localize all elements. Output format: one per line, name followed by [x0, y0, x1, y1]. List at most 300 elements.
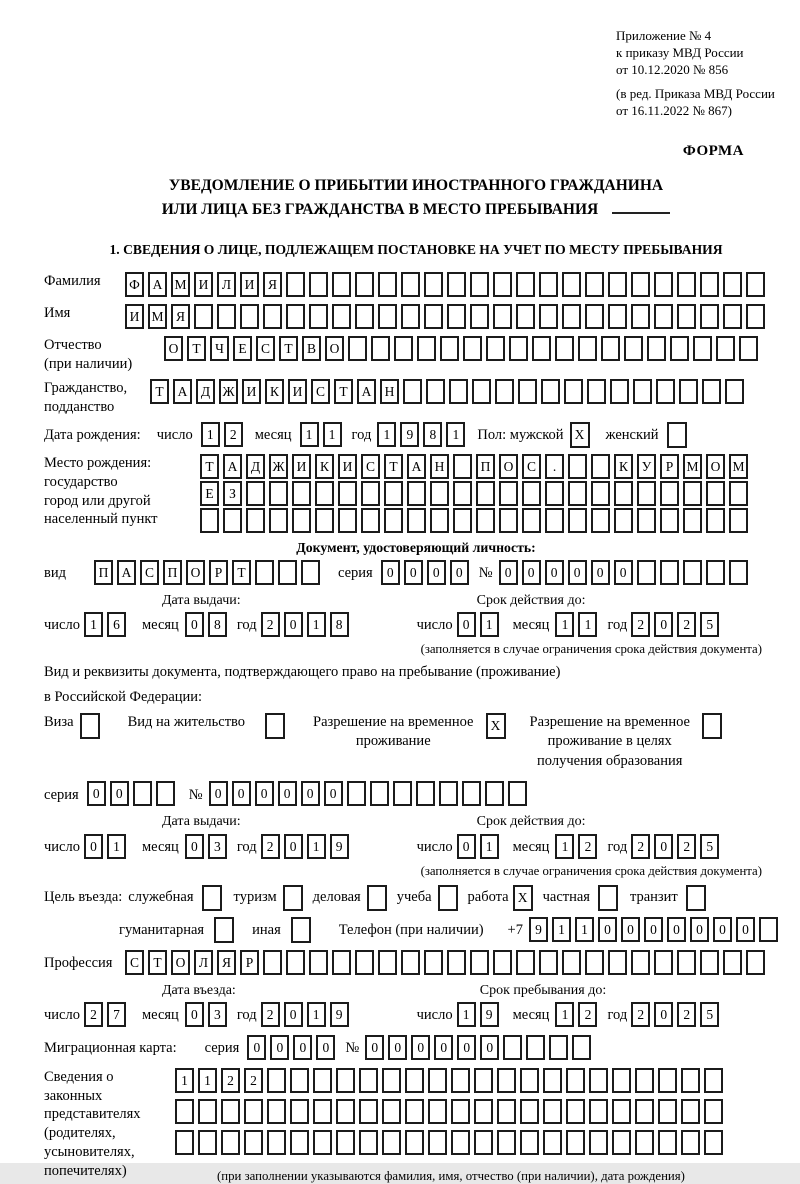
migration-number-cell[interactable]: 0: [434, 1035, 453, 1060]
given-name-cell[interactable]: [263, 304, 282, 329]
citizenship-cell[interactable]: С: [311, 379, 330, 404]
birthplace-row1-cell[interactable]: О: [706, 454, 725, 479]
birthplace-row2-cell[interactable]: [683, 481, 702, 506]
given-name-cell[interactable]: [516, 304, 535, 329]
birth-day-cell[interactable]: 1: [201, 422, 220, 447]
representatives-row2-cell[interactable]: [658, 1099, 677, 1124]
representatives-row2-cell[interactable]: [474, 1099, 493, 1124]
profession-cell[interactable]: С: [125, 950, 144, 975]
surname-cell[interactable]: [631, 272, 650, 297]
profession-cell[interactable]: [263, 950, 282, 975]
birthplace-row2-cell[interactable]: [407, 481, 426, 506]
citizenship-cell[interactable]: [495, 379, 514, 404]
birthplace-row2-cell[interactable]: [361, 481, 380, 506]
birthplace-row2-cell[interactable]: [315, 481, 334, 506]
doc-type-cell[interactable]: О: [186, 560, 205, 585]
birthplace-row1-cell[interactable]: П: [476, 454, 495, 479]
given-name-cell[interactable]: И: [125, 304, 144, 329]
doc-type-cell[interactable]: [278, 560, 297, 585]
representatives-row1-cell[interactable]: 2: [244, 1068, 263, 1093]
migration-series-cell[interactable]: 0: [247, 1035, 266, 1060]
sex-male-checkbox[interactable]: X: [570, 422, 590, 448]
birthplace-row2-cell[interactable]: [246, 481, 265, 506]
given-name-cell[interactable]: [608, 304, 627, 329]
citizenship-cell[interactable]: [449, 379, 468, 404]
given-name-cell[interactable]: [355, 304, 374, 329]
doc-number-cell[interactable]: 0: [545, 560, 564, 585]
representatives-row1-cell[interactable]: [313, 1068, 332, 1093]
birthplace-row2-cell[interactable]: [660, 481, 679, 506]
birthplace-row3-cell[interactable]: [200, 508, 219, 533]
doc-type-cell[interactable]: С: [140, 560, 159, 585]
surname-cell[interactable]: [539, 272, 558, 297]
given-name-cell[interactable]: Я: [171, 304, 190, 329]
permit-series-cell[interactable]: 0: [87, 781, 106, 806]
citizenship-cell[interactable]: И: [288, 379, 307, 404]
migration-series-cell[interactable]: 0: [270, 1035, 289, 1060]
entry-month-cell[interactable]: 3: [208, 1002, 227, 1027]
stay-year-cell[interactable]: 2: [631, 1002, 650, 1027]
birth-month-cell[interactable]: 1: [323, 422, 342, 447]
representatives-row3-cell[interactable]: [589, 1130, 608, 1155]
profession-cell[interactable]: [286, 950, 305, 975]
representatives-row1-cell[interactable]: [474, 1068, 493, 1093]
citizenship-cell[interactable]: [426, 379, 445, 404]
birthplace-row3-cell[interactable]: [407, 508, 426, 533]
patronymic-cell[interactable]: [555, 336, 574, 361]
migration-number-cell[interactable]: [549, 1035, 568, 1060]
citizenship-cell[interactable]: [633, 379, 652, 404]
birth-year-cell[interactable]: 1: [446, 422, 465, 447]
citizenship-cell[interactable]: [564, 379, 583, 404]
birthplace-row3-cell[interactable]: [660, 508, 679, 533]
permit-series-cell[interactable]: 0: [110, 781, 129, 806]
representatives-row1-cell[interactable]: [359, 1068, 378, 1093]
birth-day-cell[interactable]: 2: [224, 422, 243, 447]
surname-cell[interactable]: [401, 272, 420, 297]
surname-cell[interactable]: [309, 272, 328, 297]
birthplace-row3-cell[interactable]: [246, 508, 265, 533]
surname-cell[interactable]: [677, 272, 696, 297]
permit-valid-year-cell[interactable]: 2: [677, 834, 696, 859]
doc-number-cell[interactable]: [729, 560, 748, 585]
doc-series-cell[interactable]: 0: [404, 560, 423, 585]
purpose-other-checkbox[interactable]: [291, 917, 311, 943]
representatives-row2-cell[interactable]: [520, 1099, 539, 1124]
doc-number-cell[interactable]: [683, 560, 702, 585]
birthplace-row3-cell[interactable]: [568, 508, 587, 533]
profession-cell[interactable]: [677, 950, 696, 975]
doc-issue-year-cell[interactable]: 2: [261, 612, 280, 637]
representatives-row2-cell[interactable]: [359, 1099, 378, 1124]
representatives-row3-cell[interactable]: [681, 1130, 700, 1155]
birthplace-row1-cell[interactable]: А: [407, 454, 426, 479]
doc-number-cell[interactable]: [637, 560, 656, 585]
citizenship-cell[interactable]: [403, 379, 422, 404]
phone-number-cell[interactable]: 0: [690, 917, 709, 942]
representatives-row3-cell[interactable]: [704, 1130, 723, 1155]
surname-cell[interactable]: [493, 272, 512, 297]
profession-cell[interactable]: [493, 950, 512, 975]
surname-cell[interactable]: Ф: [125, 272, 144, 297]
citizenship-cell[interactable]: Т: [150, 379, 169, 404]
phone-number-cell[interactable]: 9: [529, 917, 548, 942]
surname-cell[interactable]: [332, 272, 351, 297]
doc-type-cell[interactable]: Р: [209, 560, 228, 585]
stay-year-cell[interactable]: 2: [677, 1002, 696, 1027]
profession-cell[interactable]: Р: [240, 950, 259, 975]
profession-cell[interactable]: [700, 950, 719, 975]
representatives-row1-cell[interactable]: [589, 1068, 608, 1093]
permit-valid-day-cell[interactable]: 1: [480, 834, 499, 859]
stay-month-cell[interactable]: 1: [555, 1002, 574, 1027]
representatives-row3-cell[interactable]: [313, 1130, 332, 1155]
citizenship-cell[interactable]: Н: [380, 379, 399, 404]
given-name-cell[interactable]: [194, 304, 213, 329]
profession-cell[interactable]: [608, 950, 627, 975]
representatives-row2-cell[interactable]: [175, 1099, 194, 1124]
permit-valid-year-cell[interactable]: 5: [700, 834, 719, 859]
given-name-cell[interactable]: [723, 304, 742, 329]
patronymic-cell[interactable]: [440, 336, 459, 361]
phone-number-cell[interactable]: 0: [736, 917, 755, 942]
doc-number-cell[interactable]: 0: [591, 560, 610, 585]
doc-issue-year-cell[interactable]: 1: [307, 612, 326, 637]
doc-series-cell[interactable]: 0: [427, 560, 446, 585]
surname-cell[interactable]: Л: [217, 272, 236, 297]
patronymic-cell[interactable]: [716, 336, 735, 361]
representatives-row1-cell[interactable]: [704, 1068, 723, 1093]
representatives-row2-cell[interactable]: [681, 1099, 700, 1124]
migration-number-cell[interactable]: 0: [388, 1035, 407, 1060]
permit-number-cell[interactable]: [508, 781, 527, 806]
surname-cell[interactable]: [378, 272, 397, 297]
purpose-private-checkbox[interactable]: [598, 885, 618, 911]
representatives-row2-cell[interactable]: [451, 1099, 470, 1124]
given-name-cell[interactable]: [493, 304, 512, 329]
patronymic-cell[interactable]: [601, 336, 620, 361]
surname-cell[interactable]: [654, 272, 673, 297]
patronymic-cell[interactable]: Е: [233, 336, 252, 361]
representatives-row1-cell[interactable]: [566, 1068, 585, 1093]
birthplace-row3-cell[interactable]: [453, 508, 472, 533]
surname-cell[interactable]: А: [148, 272, 167, 297]
given-name-cell[interactable]: [378, 304, 397, 329]
citizenship-cell[interactable]: Т: [334, 379, 353, 404]
citizenship-cell[interactable]: [656, 379, 675, 404]
given-name-cell[interactable]: [424, 304, 443, 329]
permit-number-cell[interactable]: [485, 781, 504, 806]
permit-issue-year-cell[interactable]: 2: [261, 834, 280, 859]
migration-number-cell[interactable]: 0: [365, 1035, 384, 1060]
birthplace-row2-cell[interactable]: [269, 481, 288, 506]
patronymic-cell[interactable]: С: [256, 336, 275, 361]
birthplace-row2-cell[interactable]: З: [223, 481, 242, 506]
surname-cell[interactable]: [516, 272, 535, 297]
birthplace-row2-cell[interactable]: [338, 481, 357, 506]
birthplace-row1-cell[interactable]: Т: [200, 454, 219, 479]
birthplace-row3-cell[interactable]: [384, 508, 403, 533]
permit-number-cell[interactable]: [439, 781, 458, 806]
entry-year-cell[interactable]: 0: [284, 1002, 303, 1027]
phone-number-cell[interactable]: [759, 917, 778, 942]
birth-year-cell[interactable]: 9: [400, 422, 419, 447]
doc-type-cell[interactable]: П: [163, 560, 182, 585]
doc-issue-year-cell[interactable]: 8: [330, 612, 349, 637]
permit-number-cell[interactable]: [416, 781, 435, 806]
profession-cell[interactable]: [470, 950, 489, 975]
entry-year-cell[interactable]: 2: [261, 1002, 280, 1027]
representatives-row1-cell[interactable]: [405, 1068, 424, 1093]
citizenship-cell[interactable]: [587, 379, 606, 404]
birthplace-row1-cell[interactable]: [453, 454, 472, 479]
patronymic-cell[interactable]: [371, 336, 390, 361]
birth-year-cell[interactable]: 1: [377, 422, 396, 447]
representatives-row2-cell[interactable]: [612, 1099, 631, 1124]
sex-female-checkbox[interactable]: [667, 422, 687, 448]
surname-cell[interactable]: [723, 272, 742, 297]
citizenship-cell[interactable]: К: [265, 379, 284, 404]
representatives-row2-cell[interactable]: [313, 1099, 332, 1124]
birthplace-row1-cell[interactable]: С: [361, 454, 380, 479]
representatives-row2-cell[interactable]: [428, 1099, 447, 1124]
representatives-row1-cell[interactable]: [658, 1068, 677, 1093]
entry-day-cell[interactable]: 7: [107, 1002, 126, 1027]
birthplace-row3-cell[interactable]: [637, 508, 656, 533]
doc-type-cell[interactable]: П: [94, 560, 113, 585]
purpose-business-checkbox[interactable]: [367, 885, 387, 911]
profession-cell[interactable]: [355, 950, 374, 975]
surname-cell[interactable]: [746, 272, 765, 297]
stay-year-cell[interactable]: 5: [700, 1002, 719, 1027]
representatives-row3-cell[interactable]: [221, 1130, 240, 1155]
birthplace-row3-cell[interactable]: [729, 508, 748, 533]
representatives-row3-cell[interactable]: [267, 1130, 286, 1155]
birthplace-row1-cell[interactable]: Д: [246, 454, 265, 479]
patronymic-cell[interactable]: [578, 336, 597, 361]
representatives-row2-cell[interactable]: [267, 1099, 286, 1124]
given-name-cell[interactable]: [470, 304, 489, 329]
given-name-cell[interactable]: [677, 304, 696, 329]
birthplace-row2-cell[interactable]: [591, 481, 610, 506]
birthplace-row3-cell[interactable]: [614, 508, 633, 533]
phone-number-cell[interactable]: 1: [552, 917, 571, 942]
citizenship-cell[interactable]: Д: [196, 379, 215, 404]
birthplace-row1-cell[interactable]: М: [729, 454, 748, 479]
patronymic-cell[interactable]: [509, 336, 528, 361]
profession-cell[interactable]: [424, 950, 443, 975]
birthplace-row2-cell[interactable]: [430, 481, 449, 506]
birthplace-row2-cell[interactable]: [476, 481, 495, 506]
given-name-cell[interactable]: [539, 304, 558, 329]
birthplace-row1-cell[interactable]: О: [499, 454, 518, 479]
representatives-row3-cell[interactable]: [382, 1130, 401, 1155]
birthplace-row3-cell[interactable]: [522, 508, 541, 533]
permit-number-cell[interactable]: 0: [278, 781, 297, 806]
birthplace-row3-cell[interactable]: [683, 508, 702, 533]
patronymic-cell[interactable]: О: [164, 336, 183, 361]
representatives-row2-cell[interactable]: [543, 1099, 562, 1124]
doc-valid-month-cell[interactable]: 1: [555, 612, 574, 637]
birthplace-row3-cell[interactable]: [545, 508, 564, 533]
given-name-cell[interactable]: [286, 304, 305, 329]
permit-issue-month-cell[interactable]: 3: [208, 834, 227, 859]
birthplace-row1-cell[interactable]: Ж: [269, 454, 288, 479]
doc-number-cell[interactable]: 0: [499, 560, 518, 585]
patronymic-cell[interactable]: [693, 336, 712, 361]
purpose-tourism-checkbox[interactable]: [283, 885, 303, 911]
birthplace-row1-cell[interactable]: К: [315, 454, 334, 479]
representatives-row3-cell[interactable]: [175, 1130, 194, 1155]
profession-cell[interactable]: Т: [148, 950, 167, 975]
visa-checkbox[interactable]: [80, 713, 100, 739]
patronymic-cell[interactable]: Ч: [210, 336, 229, 361]
permit-issue-year-cell[interactable]: 1: [307, 834, 326, 859]
representatives-row1-cell[interactable]: [543, 1068, 562, 1093]
doc-type-cell[interactable]: [301, 560, 320, 585]
representatives-row1-cell[interactable]: [612, 1068, 631, 1093]
given-name-cell[interactable]: [309, 304, 328, 329]
birthplace-row2-cell[interactable]: [637, 481, 656, 506]
phone-number-cell[interactable]: 0: [713, 917, 732, 942]
surname-cell[interactable]: [470, 272, 489, 297]
birthplace-row3-cell[interactable]: [269, 508, 288, 533]
patronymic-cell[interactable]: [463, 336, 482, 361]
birthplace-row1-cell[interactable]: Н: [430, 454, 449, 479]
permit-valid-year-cell[interactable]: 0: [654, 834, 673, 859]
representatives-row2-cell[interactable]: [382, 1099, 401, 1124]
doc-issue-day-cell[interactable]: 6: [107, 612, 126, 637]
representatives-row2-cell[interactable]: [244, 1099, 263, 1124]
birthplace-row3-cell[interactable]: [223, 508, 242, 533]
profession-cell[interactable]: [562, 950, 581, 975]
birthplace-row3-cell[interactable]: [591, 508, 610, 533]
profession-cell[interactable]: Я: [217, 950, 236, 975]
representatives-row1-cell[interactable]: [520, 1068, 539, 1093]
surname-cell[interactable]: [608, 272, 627, 297]
birthplace-row1-cell[interactable]: .: [545, 454, 564, 479]
temp-residence-checkbox[interactable]: X: [486, 713, 506, 739]
representatives-row1-cell[interactable]: [681, 1068, 700, 1093]
given-name-cell[interactable]: [585, 304, 604, 329]
given-name-cell[interactable]: [217, 304, 236, 329]
profession-cell[interactable]: [654, 950, 673, 975]
citizenship-cell[interactable]: И: [242, 379, 261, 404]
birthplace-row2-cell[interactable]: [706, 481, 725, 506]
doc-valid-year-cell[interactable]: 0: [654, 612, 673, 637]
representatives-row2-cell[interactable]: [566, 1099, 585, 1124]
residence-permit-checkbox[interactable]: [265, 713, 285, 739]
birthplace-row2-cell[interactable]: [568, 481, 587, 506]
representatives-row3-cell[interactable]: [566, 1130, 585, 1155]
citizenship-cell[interactable]: [702, 379, 721, 404]
citizenship-cell[interactable]: [610, 379, 629, 404]
doc-type-cell[interactable]: А: [117, 560, 136, 585]
citizenship-cell[interactable]: Ж: [219, 379, 238, 404]
patronymic-cell[interactable]: [348, 336, 367, 361]
birthplace-row1-cell[interactable]: С: [522, 454, 541, 479]
birthplace-row1-cell[interactable]: К: [614, 454, 633, 479]
stay-year-cell[interactable]: 0: [654, 1002, 673, 1027]
permit-issue-day-cell[interactable]: 1: [107, 834, 126, 859]
doc-valid-year-cell[interactable]: 2: [631, 612, 650, 637]
representatives-row1-cell[interactable]: [290, 1068, 309, 1093]
representatives-row3-cell[interactable]: [359, 1130, 378, 1155]
doc-series-cell[interactable]: 0: [450, 560, 469, 585]
representatives-row1-cell[interactable]: 2: [221, 1068, 240, 1093]
migration-number-cell[interactable]: 0: [457, 1035, 476, 1060]
representatives-row3-cell[interactable]: [658, 1130, 677, 1155]
profession-cell[interactable]: [516, 950, 535, 975]
profession-cell[interactable]: [631, 950, 650, 975]
permit-issue-year-cell[interactable]: 0: [284, 834, 303, 859]
profession-cell[interactable]: [309, 950, 328, 975]
birthplace-row3-cell[interactable]: [292, 508, 311, 533]
migration-series-cell[interactable]: 0: [316, 1035, 335, 1060]
profession-cell[interactable]: [723, 950, 742, 975]
birthplace-row3-cell[interactable]: [430, 508, 449, 533]
representatives-row1-cell[interactable]: [497, 1068, 516, 1093]
representatives-row3-cell[interactable]: [612, 1130, 631, 1155]
permit-number-cell[interactable]: [347, 781, 366, 806]
birthplace-row2-cell[interactable]: [545, 481, 564, 506]
birthplace-row3-cell[interactable]: [476, 508, 495, 533]
doc-valid-month-cell[interactable]: 1: [578, 612, 597, 637]
birthplace-row2-cell[interactable]: [614, 481, 633, 506]
profession-cell[interactable]: [539, 950, 558, 975]
representatives-row2-cell[interactable]: [589, 1099, 608, 1124]
phone-number-cell[interactable]: 0: [644, 917, 663, 942]
representatives-row1-cell[interactable]: [336, 1068, 355, 1093]
profession-cell[interactable]: [401, 950, 420, 975]
representatives-row2-cell[interactable]: [290, 1099, 309, 1124]
representatives-row2-cell[interactable]: [405, 1099, 424, 1124]
birthplace-row1-cell[interactable]: А: [223, 454, 242, 479]
permit-number-cell[interactable]: 0: [301, 781, 320, 806]
representatives-row2-cell[interactable]: [336, 1099, 355, 1124]
permit-number-cell[interactable]: [393, 781, 412, 806]
patronymic-cell[interactable]: [486, 336, 505, 361]
profession-cell[interactable]: [585, 950, 604, 975]
patronymic-cell[interactable]: Т: [279, 336, 298, 361]
citizenship-cell[interactable]: [472, 379, 491, 404]
doc-issue-year-cell[interactable]: 0: [284, 612, 303, 637]
permit-issue-month-cell[interactable]: 0: [185, 834, 204, 859]
birthplace-row1-cell[interactable]: И: [338, 454, 357, 479]
given-name-cell[interactable]: М: [148, 304, 167, 329]
doc-type-cell[interactable]: [255, 560, 274, 585]
given-name-cell[interactable]: [447, 304, 466, 329]
representatives-row3-cell[interactable]: [451, 1130, 470, 1155]
representatives-row2-cell[interactable]: [221, 1099, 240, 1124]
entry-month-cell[interactable]: 0: [185, 1002, 204, 1027]
representatives-row1-cell[interactable]: [382, 1068, 401, 1093]
birthplace-row1-cell[interactable]: [591, 454, 610, 479]
representatives-row3-cell[interactable]: [198, 1130, 217, 1155]
given-name-cell[interactable]: [332, 304, 351, 329]
migration-number-cell[interactable]: [572, 1035, 591, 1060]
doc-type-cell[interactable]: Т: [232, 560, 251, 585]
representatives-row3-cell[interactable]: [474, 1130, 493, 1155]
migration-series-cell[interactable]: 0: [293, 1035, 312, 1060]
representatives-row3-cell[interactable]: [428, 1130, 447, 1155]
doc-series-cell[interactable]: 0: [381, 560, 400, 585]
permit-valid-day-cell[interactable]: 0: [457, 834, 476, 859]
phone-number-cell[interactable]: 0: [667, 917, 686, 942]
representatives-row2-cell[interactable]: [497, 1099, 516, 1124]
purpose-study-checkbox[interactable]: [438, 885, 458, 911]
surname-cell[interactable]: [562, 272, 581, 297]
